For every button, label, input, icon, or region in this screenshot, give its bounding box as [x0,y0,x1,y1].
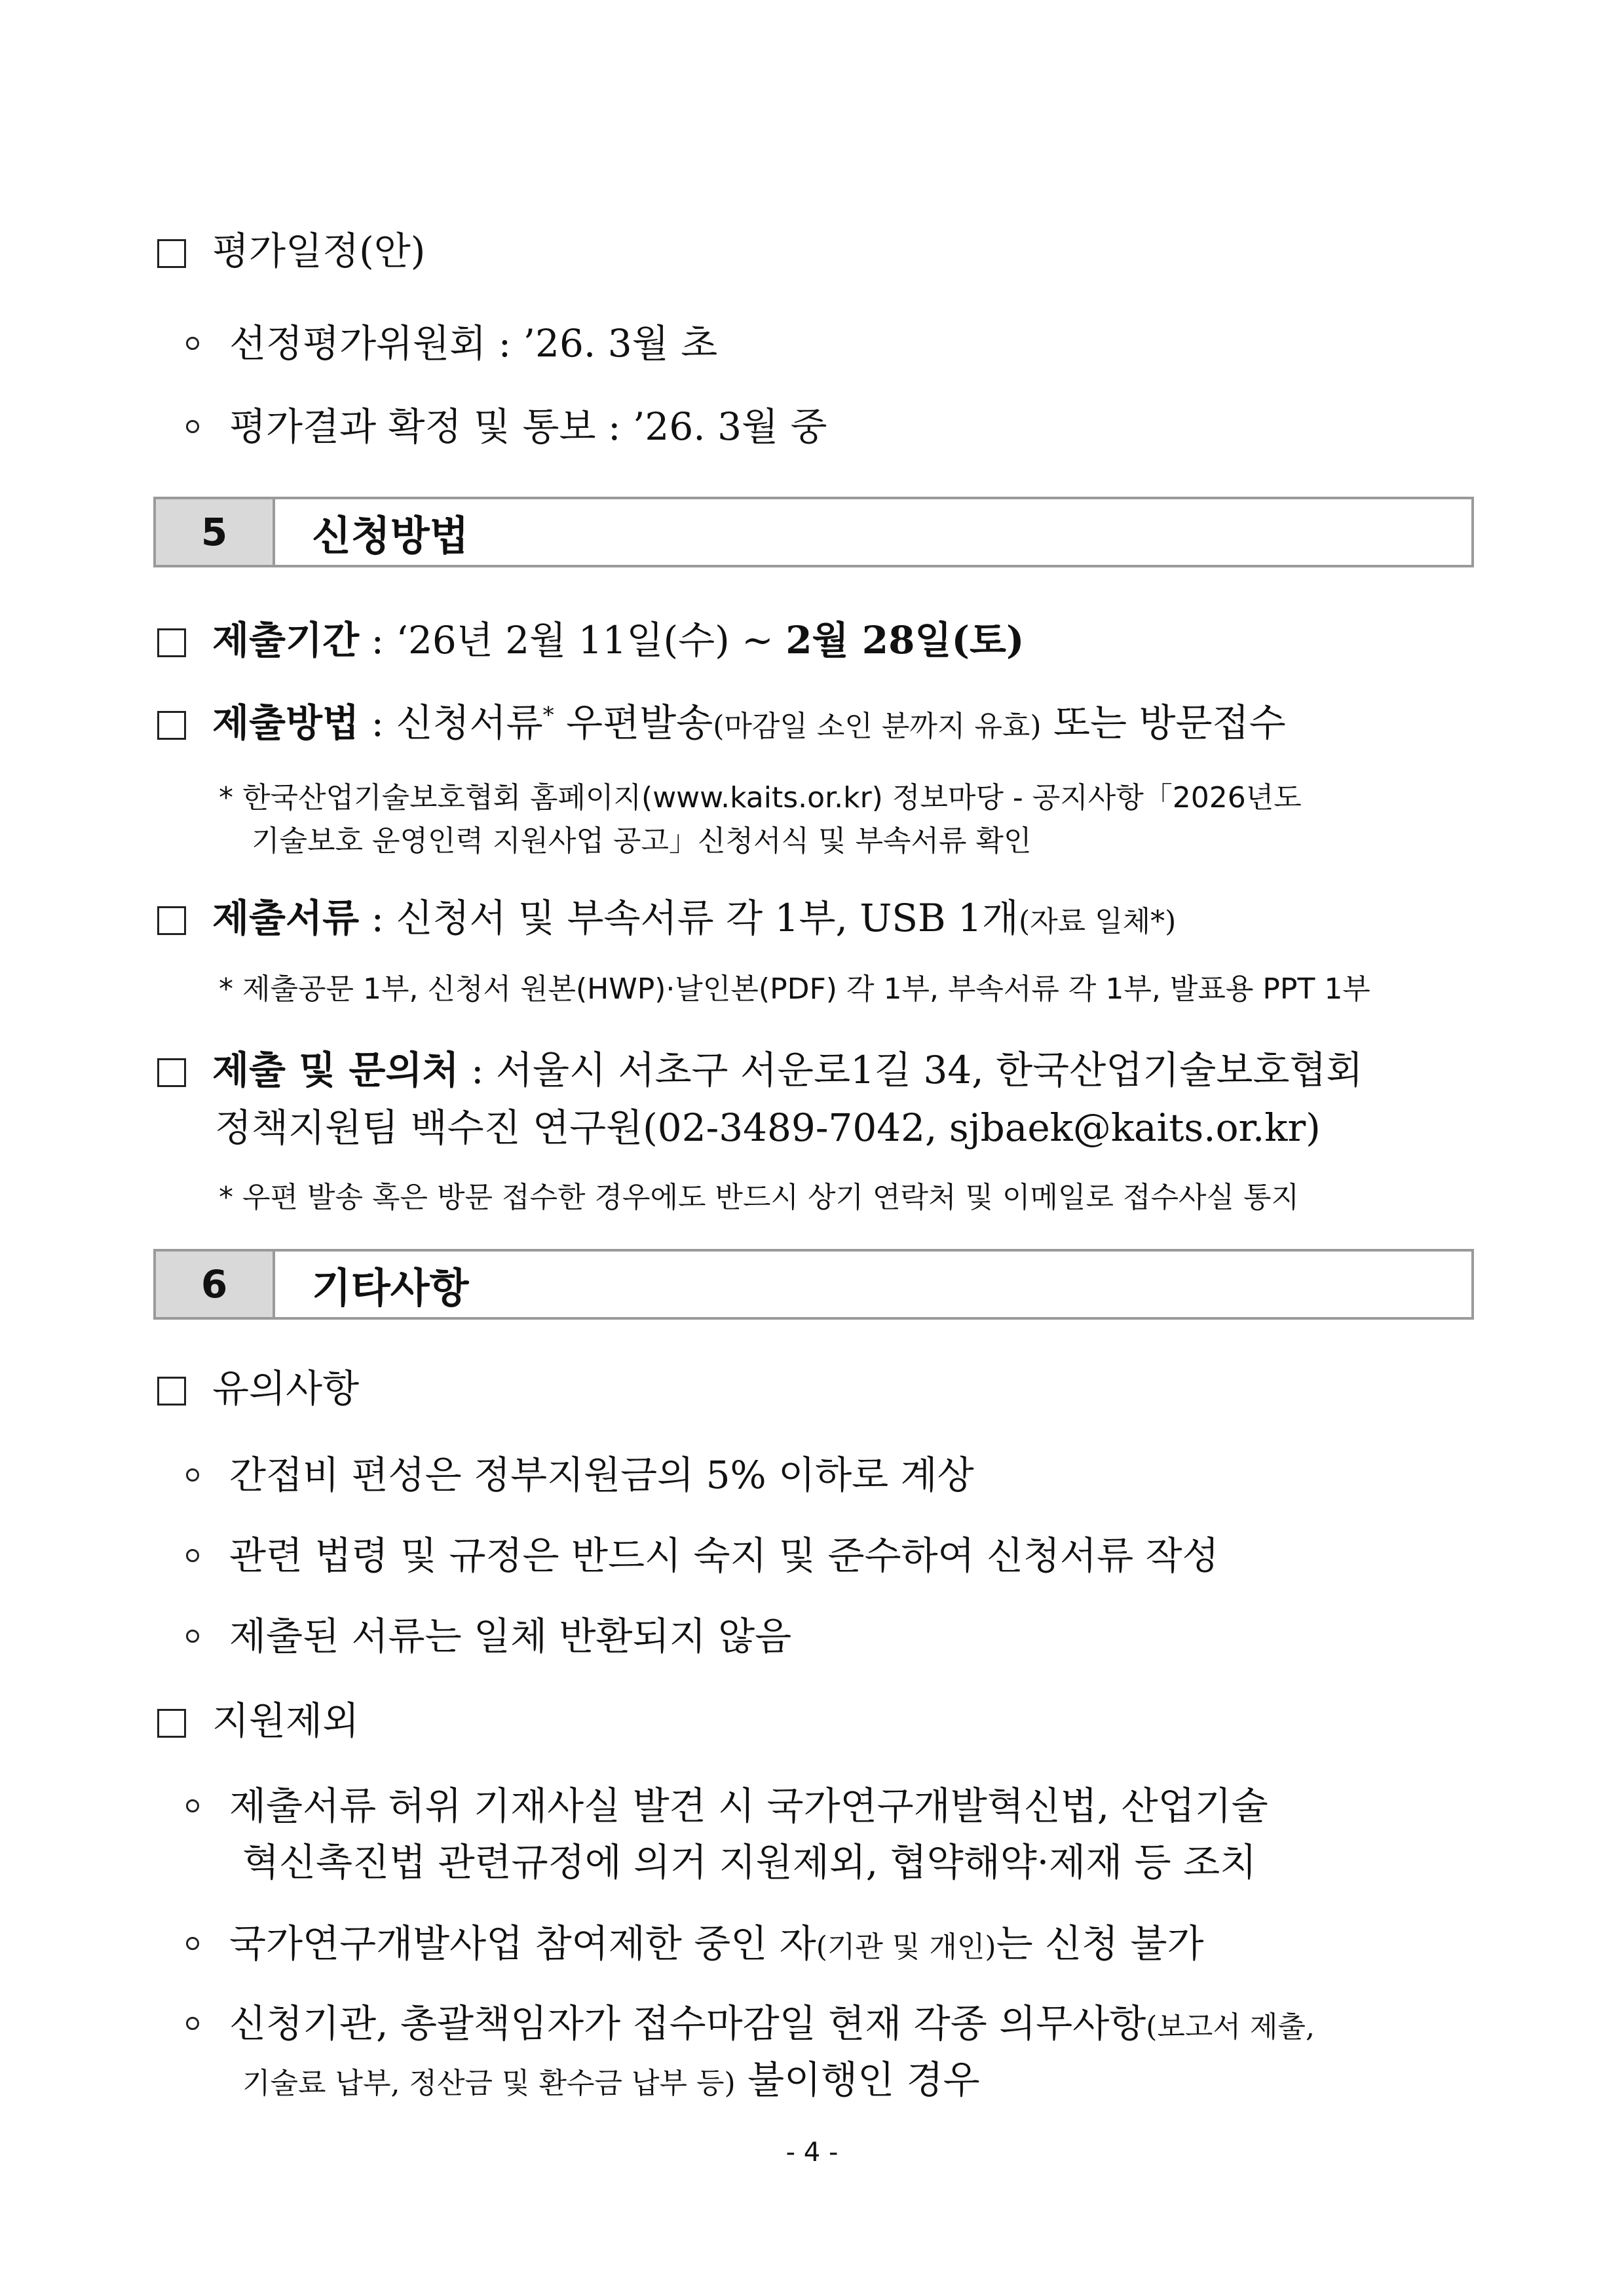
exclusion-item-continued: 혁신촉진법 관련규정에 의거 지원제외, 협약해약·제재 등 조치 [242,1840,1257,1885]
circle-bullet-icon [186,1549,199,1562]
contact-label: 제출 및 문의처 [212,1048,459,1092]
checkbox-square-icon [157,239,186,268]
documents-note: * 제출공문 1부, 신청서 원본(HWP)·날인본(PDF) 각 1부, 부속서류 각 1부, 발표용 PPT 1부 [219,972,1370,1006]
submission-method-label: 제출방법 [212,700,360,745]
page-number: - 4 - [785,2137,839,2168]
notice-item: 관련 법령 및 규정은 반드시 숙지 및 준수하여 신청서류 작성 [186,1537,1219,1575]
exclusion-item: 국가연구개발사업 참여제한 중인 자(기관 및 개인)는 신청 불가 [186,1924,1204,1962]
submission-period-label: 제출기간 [212,618,360,662]
notice-item: 간접비 편성은 정부지원금의 5% 이하로 계상 [186,1456,974,1494]
circle-bullet-icon [186,1630,199,1643]
schedule-item: 선정평가위원회 : ’26. 3월 초 [186,324,717,362]
method-note-line1: * 한국산업기술보호협회 홈페이지(www.kaits.or.kr) 정보마당 - 공지사항「2026년도 [219,781,1302,814]
exclusion-item: 신청기관, 총괄책임자가 접수마감일 현재 각종 의무사항(보고서 제출, [186,2004,1315,2042]
checkbox-square-icon [157,628,186,657]
checkbox-square-icon [157,1377,186,1406]
checkbox-square-icon [157,711,186,740]
schedule-heading: 평가일정(안) [157,232,425,270]
submission-method: 제출방법 : 신청서류* 우편발송(마감일 소인 분까지 유효) 또는 방문접수 [157,704,1286,742]
submission-period: 제출기간 : ‘26년 2월 11일(수) ~ 2월 28일(토) [157,621,1024,659]
contact-line1: 제출 및 문의처 : 서울시 서초구 서운로1길 34, 한국산업기술보호협회 [157,1051,1363,1089]
submission-documents: 제출서류 : 신청서 및 부속서류 각 1부, USB 1개(자료 일체*) [157,899,1176,937]
submission-documents-label: 제출서류 [212,896,360,940]
section-title: 신청방법 [312,511,469,560]
circle-bullet-icon [186,1468,199,1482]
circle-bullet-icon [186,1799,199,1812]
circle-bullet-icon [186,337,199,350]
section-title: 기타사항 [312,1263,469,1312]
circle-bullet-icon [186,1937,199,1950]
section-number: 6 [156,1252,275,1317]
exclusion-item: 제출서류 허위 기재사실 발견 시 국가연구개발혁신법, 산업기술 [186,1787,1268,1825]
exclusion-item-continued: 기술료 납부, 정산금 및 환수금 납부 등) 불이행인 경우 [242,2057,980,2102]
notice-heading: 유의사항 [157,1369,359,1407]
contact-line2: 정책지원팀 백수진 연구원(02-3489-7042, sjbaek@kaits.or.kr) [215,1105,1321,1150]
method-note-line2: 기술보호 운영인력 지원사업 공고」신청서식 및 부속서류 확인 [252,824,1032,858]
section-header-5 [153,497,1474,567]
notice-item: 제출된 서류는 일체 반환되지 않음 [186,1617,791,1655]
circle-bullet-icon [186,2017,199,2030]
schedule-item: 평가결과 확정 및 통보 : ’26. 3월 중 [186,408,827,446]
section-header-6 [153,1249,1474,1320]
checkbox-square-icon [157,1058,186,1087]
checkbox-square-icon [157,1709,186,1738]
checkbox-square-icon [157,906,186,935]
contact-note: * 우편 발송 혹은 방문 접수한 경우에도 반드시 상기 연락처 및 이메일로 접수사실 통지 [219,1181,1299,1214]
exclusion-heading: 지원제외 [157,1702,359,1740]
circle-bullet-icon [186,420,199,433]
section-number: 5 [156,499,275,565]
